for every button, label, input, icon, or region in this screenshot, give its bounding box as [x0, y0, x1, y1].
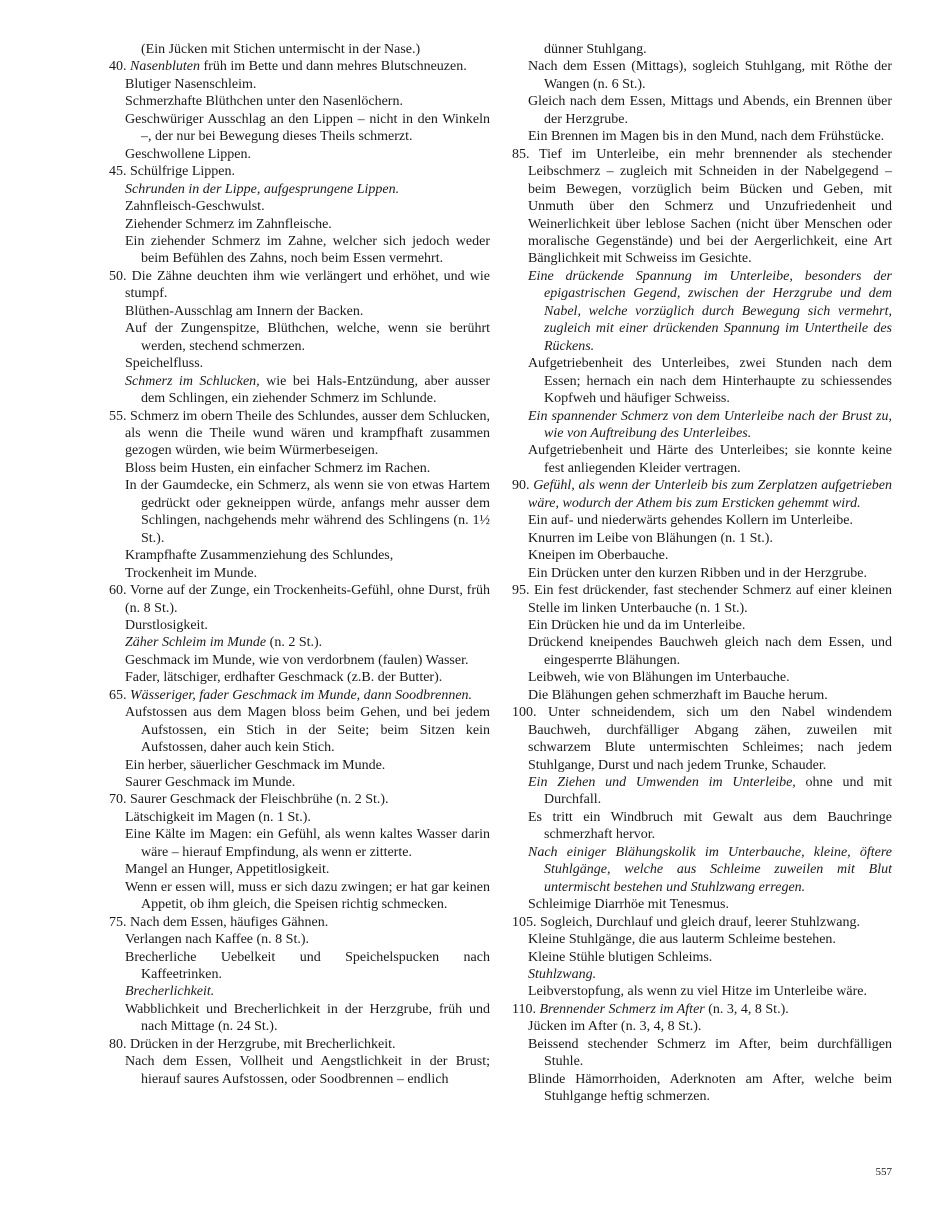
- symptom-entry: [512, 547, 892, 564]
- entry-number: 110.: [512, 1001, 536, 1017]
- entry-plain-text: Leibverstopfung, als wenn zu viel Hitze im Unterleibe wäre.: [528, 984, 867, 1000]
- symptom-entry: [109, 93, 490, 110]
- entry-plain-text: dünner Stuhlgang.: [544, 42, 647, 57]
- entry-plain-text: (n. 3, 4, 8 St.).: [704, 1001, 789, 1017]
- entry-plain-text: Verlangen nach Kaffee (n. 8 St.).: [125, 932, 310, 948]
- entry-text: [528, 58, 892, 93]
- entry-plain-text: Krampfhafte Zusammenziehung des Schlundes,: [125, 548, 394, 564]
- entry-plain-text: Schülfrige Lippen.: [130, 164, 235, 180]
- entry-plain-text: (Ein Jücken mit Stichen untermischt in der Nase.): [141, 42, 421, 57]
- symptom-entry: [512, 268, 892, 355]
- entry-text: [512, 146, 892, 268]
- entry-plain-text: Aufstossen aus dem Magen bloss beim Gehen, und bei jedem Aufstossen, ein Stich in der Seite; beim Sitzen kein Aufstossen, daher auch kein Stich.: [125, 705, 490, 756]
- entry-plain-text: Es tritt ein Windbruch mit Gewalt aus dem Bauchringe schmerzhaft hervor.: [528, 809, 892, 843]
- symptom-entry: [109, 652, 490, 669]
- entry-text: [528, 530, 892, 547]
- entry-number: 45.: [109, 164, 127, 180]
- entry-italic-text: Brennender Schmerz im After: [539, 1001, 705, 1017]
- entry-plain-text: Ein Drücken unter den kurzen Ribben und in der Herzgrube.: [528, 565, 867, 581]
- entry-plain-text: Drücken in der Herzgrube, mit Brecherlichkeit.: [130, 1036, 396, 1052]
- entry-italic-text: Nasenbluten: [130, 59, 200, 75]
- entry-plain-text: Blutiger Nasenschleim.: [125, 76, 257, 92]
- entry-text: [125, 547, 490, 564]
- symptom-entry: [512, 128, 892, 145]
- entry-text: [125, 879, 490, 914]
- entry-number: 85.: [512, 146, 530, 162]
- entry-text: [125, 373, 491, 408]
- entry-plain-text: Brecherliche Uebelkeit und Speichelspucken nach Kaffeetrinken.: [125, 949, 490, 983]
- entry-text: [528, 355, 892, 407]
- symptom-entry: [512, 983, 892, 1000]
- entry-number: 60.: [109, 583, 127, 599]
- entry-text: [125, 652, 490, 669]
- entry-plain-text: Ein auf- und niederwärts gehendes Kollern im Unterleibe.: [528, 513, 854, 529]
- entry-number: 80.: [109, 1036, 127, 1052]
- symptom-entry: [512, 931, 892, 948]
- entry-plain-text: Schmerzhafte Blüthchen unter den Nasenlöchern.: [125, 94, 403, 110]
- entry-text: [528, 268, 892, 355]
- entry-text: [512, 914, 892, 931]
- entry-text: [528, 1071, 892, 1106]
- entry-plain-text: Jücken im After (n. 3, 4, 8 St.).: [528, 1019, 702, 1035]
- entry-text: [125, 826, 490, 861]
- entry-text: [125, 861, 490, 878]
- entry-text: [528, 547, 892, 564]
- entry-text: [528, 512, 892, 529]
- symptom-entry: [109, 146, 490, 163]
- entry-plain-text: Beissend stechender Schmerz im After, beim durchfälligen Stuhle.: [528, 1036, 892, 1070]
- symptom-entry: [109, 373, 490, 408]
- entry-italic-text: Schmerz im Schlucken,: [125, 373, 260, 389]
- symptom-entry: [512, 1018, 892, 1035]
- entry-text: [141, 41, 490, 58]
- entry-text: [125, 216, 490, 233]
- entry-text: [528, 128, 892, 145]
- entry-plain-text: Mangel an Hunger, Appetitlosigkeit.: [125, 862, 330, 878]
- entry-text: [512, 1001, 892, 1018]
- entry-plain-text: Lätschigkeit im Magen (n. 1 St.).: [125, 809, 311, 825]
- entry-plain-text: Wabblichkeit und Brecherlichkeit in der Herzgrube, früh und nach Mittage (n. 24 St.).: [125, 1001, 490, 1035]
- numbered-entry: [109, 268, 490, 303]
- entry-plain-text: Ein ziehender Schmerz im Zahne, welcher sich jedoch weder beim Befühlen des Zahns, noch beim Essen vermehrt.: [125, 233, 490, 267]
- symptom-entry: [512, 669, 892, 686]
- entry-text: [125, 983, 490, 1000]
- symptom-entry: [512, 966, 892, 983]
- entry-plain-text: Bloss beim Husten, ein einfacher Schmerz im Rachen.: [125, 460, 431, 476]
- entry-text: [125, 949, 490, 984]
- entry-text: [109, 791, 490, 808]
- entry-text: [512, 477, 893, 512]
- entry-text: [528, 931, 892, 948]
- entry-text: [125, 146, 490, 163]
- symptom-entry: [512, 1036, 892, 1071]
- symptom-entry: [109, 931, 490, 948]
- entry-plain-text: Drückend kneipendes Bauchweh gleich nach dem Essen, und eingesperrte Blähungen.: [528, 635, 892, 668]
- symptom-entry: [512, 408, 892, 443]
- entry-plain-text: (n. 2 St.).: [266, 635, 323, 651]
- entry-plain-text: Schleimige Diarrhöe mit Tenesmus.: [528, 897, 729, 913]
- entry-number: 70.: [109, 792, 127, 808]
- entry-number: 55.: [109, 408, 127, 424]
- entry-text: [125, 198, 490, 215]
- entry-plain-text: Blüthen-Ausschlag am Innern der Backen.: [125, 303, 364, 319]
- symptom-entry: [109, 233, 490, 268]
- page-number: 557: [875, 1166, 892, 1178]
- entry-text: [125, 460, 490, 477]
- entry-plain-text: Vorne auf der Zunge, ein Trockenheits-Gefühl, ohne Durst, früh (n. 8 St.).: [125, 583, 491, 616]
- entry-text: [109, 687, 490, 704]
- entry-plain-text: Fader, lätschiger, erdhafter Geschmack (z.B. der Butter).: [125, 670, 443, 686]
- entry-number: 65.: [109, 687, 127, 703]
- entry-plain-text: Kleine Stühle blutigen Schleims.: [528, 949, 713, 965]
- entry-plain-text: Ziehender Schmerz im Zahnfleische.: [125, 216, 332, 232]
- symptom-entry: [109, 634, 490, 651]
- entry-number: 100.: [512, 705, 537, 721]
- entry-text: [544, 41, 892, 58]
- symptom-entry: [512, 565, 892, 582]
- entry-text: [125, 303, 490, 320]
- numbered-entry: [109, 163, 490, 180]
- entry-text: [528, 966, 892, 983]
- entry-number: 50.: [109, 268, 127, 284]
- entry-plain-text: Geschwüriger Ausschlag an den Lippen – nicht in den Winkeln –, der nur bei Bewegung dieses Theils schmerzt.: [125, 111, 490, 145]
- entry-text: [512, 704, 893, 774]
- entry-text: [109, 58, 490, 75]
- numbered-entry: [109, 914, 490, 931]
- entry-plain-text: Nach dem Essen (Mittags), sogleich Stuhlgang, mit Röthe der Wangen (n. 6 St.).: [528, 59, 892, 92]
- entry-plain-text: Saurer Geschmack der Fleischbrühe (n. 2 St.).: [130, 792, 389, 808]
- numbered-entry: [512, 477, 892, 512]
- entry-plain-text: Auf der Zungenspitze, Blüthchen, welche, wenn sie berührt werden, stechend schmerzen.: [125, 321, 490, 354]
- numbered-entry: [109, 582, 490, 617]
- entry-text: [125, 111, 490, 146]
- entry-text: [528, 565, 892, 582]
- entry-plain-text: Kneipen im Oberbauche.: [528, 548, 669, 564]
- left-column: [109, 41, 490, 1088]
- entry-plain-text: Ein herber, säuerlicher Geschmack im Munde.: [125, 757, 386, 773]
- symptom-entry: [109, 216, 490, 233]
- entry-text: [125, 355, 490, 372]
- symptom-entry: [109, 76, 490, 93]
- symptom-entry: [512, 512, 892, 529]
- entry-plain-text: Zahnfleisch-Geschwulst.: [125, 199, 265, 215]
- entry-plain-text: Nach dem Essen, Vollheit und Aengstlichkeit in der Brust; hierauf saures Aufstossen, oder Soodbrennen – endlich: [125, 1054, 490, 1087]
- entry-plain-text: Die Blähungen gehen schmerzhaft im Bauche herum.: [528, 687, 828, 703]
- entry-text: [528, 617, 892, 634]
- entry-text: [109, 163, 490, 180]
- symptom-entry: [109, 477, 490, 547]
- symptom-entry: [109, 983, 490, 1000]
- entry-text: [109, 914, 490, 931]
- entry-plain-text: Knurren im Leibe von Blähungen (n. 1 St.).: [528, 530, 773, 546]
- entry-plain-text: Wenn er essen will, muss er sich dazu zwingen; er hat gar keinen Appetit, ob ihm gleich, die Speisen richtig schmecken.: [125, 879, 490, 913]
- entry-italic-text: Ein Ziehen und Umwenden im Unterleibe,: [528, 775, 796, 791]
- entry-plain-text: ohne und mit Durchfall.: [544, 775, 892, 808]
- entry-text: [528, 93, 892, 128]
- entry-number: 75.: [109, 914, 127, 930]
- entry-plain-text: Ein fest drückender, fast stechender Schmerz auf einer kleinen Stelle im linken Unterbauche (n. 1 St.).: [528, 583, 893, 616]
- right-column: [512, 41, 892, 1106]
- entry-text: [528, 983, 892, 1000]
- entry-text: [125, 93, 490, 110]
- symptom-entry: [109, 460, 490, 477]
- entry-plain-text: Kleine Stuhlgänge, die aus lauterm Schleime bestehen.: [528, 932, 836, 948]
- entry-text: [125, 76, 490, 93]
- entry-italic-text: Brecherlichkeit.: [125, 984, 215, 1000]
- symptom-entry: [512, 442, 892, 477]
- symptom-entry: [109, 861, 490, 878]
- entry-plain-text: Gleich nach dem Essen, Mittags und Abends, ein Brennen über der Herzgrube.: [528, 94, 892, 127]
- entry-plain-text: Eine Kälte im Magen: ein Gefühl, als wenn kaltes Wasser darin wäre – hierauf Empfindung, als wenn er zitterte.: [125, 827, 490, 860]
- symptom-entry: [512, 809, 892, 844]
- numbered-entry: [109, 408, 490, 460]
- numbered-entry: [512, 582, 892, 617]
- entry-text: [125, 1001, 490, 1036]
- entry-text: [528, 896, 892, 913]
- entry-plain-text: Tief im Unterleibe, ein mehr brennender als stechender Leibschmerz – zugleich mit Schneiden in der Nabelgegend – beim Bewegen, vorzüglich beim Bücken und Geben, mit Unmuth über den Schmerz und Unzufriedenheit und Weinerlichkeit über leblose Sachen (nicht über Menschen oder moralische Gegenstände) und bei der Aergerlichkeit, eine Art Bänglichkeit mit Schweiss im Gesichte.: [528, 146, 892, 267]
- entry-italic-text: Nach einiger Blähungskolik im Unterbauche, kleine, öftere Stuhlgänge, welche aus Schleime zuweilen mit Blut untermischt bestehen und Stuhlzwang erregen.: [528, 844, 892, 895]
- symptom-entry: [512, 634, 892, 669]
- symptom-entry: [109, 355, 490, 372]
- numbered-entry: [512, 704, 892, 774]
- entry-text: [125, 774, 490, 791]
- entry-number: 105.: [512, 914, 537, 930]
- entry-text: [528, 949, 892, 966]
- numbered-entry: [109, 687, 490, 704]
- symptom-entry: [512, 58, 892, 93]
- symptom-entry: [109, 879, 490, 914]
- symptom-entry: [109, 1001, 490, 1036]
- entry-text: [125, 477, 490, 547]
- entry-italic-text: Stuhlzwang.: [528, 967, 597, 983]
- entry-text: [125, 669, 490, 686]
- entry-number: 90.: [512, 478, 530, 494]
- entry-italic-text: Ein spannender Schmerz von dem Unterleibe nach der Brust zu, wie von Auftreibung des Unterleibes.: [528, 408, 892, 441]
- entry-text: [528, 774, 892, 809]
- entry-number: 40.: [109, 59, 127, 75]
- symptom-entry: [109, 809, 490, 826]
- entry-plain-text: Geschwollene Lippen.: [125, 146, 251, 162]
- entry-text: [528, 669, 892, 686]
- numbered-entry: [512, 914, 892, 931]
- entry-plain-text: Leibweh, wie von Blähungen im Unterbauche.: [528, 670, 790, 686]
- entry-plain-text: Durstlosigkeit.: [125, 617, 208, 633]
- entry-text: [125, 704, 490, 756]
- entry-plain-text: früh im Bette und dann mehres Blutschneuzen.: [200, 59, 467, 75]
- numbered-entry: [512, 146, 892, 268]
- entry-italic-text: Schrunden in der Lippe, aufgesprungene Lippen.: [125, 181, 400, 197]
- symptom-entry: [109, 320, 490, 355]
- entry-text: [125, 233, 490, 268]
- entry-text: [125, 809, 490, 826]
- entry-text: [528, 844, 892, 896]
- symptom-entry: [109, 826, 490, 861]
- entry-plain-text: Blinde Hämorrhoiden, Aderknoten am After, welche beim Stuhlgange heftig schmerzen.: [528, 1071, 892, 1105]
- symptom-entry: [109, 547, 490, 564]
- entry-plain-text: Aufgetriebenheit und Härte des Unterleibes; sie konnte keine fest anliegenden Kleider vertragen.: [528, 443, 892, 476]
- symptom-entry: [512, 774, 892, 809]
- numbered-entry: [109, 791, 490, 808]
- entry-plain-text: In der Gaumdecke, ein Schmerz, als wenn sie von etwas Hartem gedrückt oder gekneippen würde, anfangs mehr ausser dem Schlingen, nachgehends mehr während des Schlingens (n. 1½ St.).: [125, 478, 490, 546]
- symptom-entry: [109, 704, 490, 756]
- symptom-entry: [109, 774, 490, 791]
- symptom-entry: [512, 41, 892, 58]
- symptom-entry: [512, 355, 892, 407]
- entry-plain-text: Ein Drücken hie und da im Unterleibe.: [528, 617, 746, 633]
- entry-plain-text: Die Zähne deuchten ihm wie verlängert und erhöhet, und wie stumpf.: [125, 268, 491, 302]
- symptom-entry: [109, 111, 490, 146]
- entry-plain-text: Schmerz im obern Theile des Schlundes, ausser dem Schlucken, als wenn die Theile wund wären und krampfhaft zusammen gezogen würden, wie beim Würmerbeseigen.: [125, 408, 491, 459]
- entry-plain-text: Ein Brennen im Magen bis in den Mund, nach dem Frühstücke.: [528, 129, 885, 145]
- symptom-entry: [109, 1053, 490, 1088]
- entry-italic-text: Zäher Schleim im Munde: [125, 635, 267, 651]
- entry-plain-text: Saurer Geschmack im Munde.: [125, 775, 296, 791]
- symptom-entry: [109, 198, 490, 215]
- entry-text: [125, 181, 490, 198]
- entry-text: [528, 1036, 892, 1071]
- entry-text: [109, 1036, 490, 1053]
- entry-text: [125, 617, 490, 634]
- entry-text: [109, 268, 491, 303]
- entry-text: [528, 442, 892, 477]
- numbered-entry: [109, 1036, 490, 1053]
- entry-plain-text: Aufgetriebenheit des Unterleibes, zwei Stunden nach dem Essen; hernach ein nach dem Hinterhaupte zu schiessendes Kopfweh und häufiger Schweiss.: [528, 356, 892, 407]
- numbered-entry: [109, 58, 490, 75]
- entry-plain-text: wie bei Hals-Entzündung, aber ausser dem Schlingen, ein ziehender Schmerz im Schlunde.: [141, 373, 491, 407]
- entry-plain-text: Geschmack im Munde, wie von verdorbnem (faulen) Wasser.: [125, 652, 469, 668]
- symptom-entry: [512, 896, 892, 913]
- entry-text: [528, 809, 892, 844]
- entry-text: [109, 582, 491, 617]
- entry-text: [125, 1053, 490, 1088]
- entry-italic-text: Gefühl, als wenn der Unterleib bis zum Zerplatzen aufgetrieben wäre, wodurch der Athem bis zum Ersticken gehemmt wird.: [528, 478, 893, 511]
- symptom-entry: [109, 41, 490, 58]
- symptom-entry: [109, 669, 490, 686]
- symptom-entry: [512, 93, 892, 128]
- entry-plain-text: Unter schneidendem, sich um den Nabel windendem Bauchweh, durchfälliger Abgang zähen, zuweilen mit schwarzem Blute untermischten Schleimes; nach jedem Stuhlgange, Durst und nach jedem Trunke, Schauder.: [528, 705, 893, 773]
- symptom-entry: [512, 687, 892, 704]
- symptom-entry: [512, 949, 892, 966]
- entry-text: [512, 582, 893, 617]
- entry-text: [125, 931, 490, 948]
- entry-text: [528, 634, 892, 669]
- symptom-entry: [109, 303, 490, 320]
- entry-plain-text: Speichelfluss.: [125, 356, 204, 372]
- symptom-entry: [512, 617, 892, 634]
- symptom-entry: [109, 949, 490, 984]
- entry-text: [125, 565, 490, 582]
- symptom-entry: [109, 757, 490, 774]
- symptom-entry: [109, 617, 490, 634]
- entry-number: 95.: [512, 583, 530, 599]
- entry-italic-text: Eine drückende Spannung im Unterleibe, besonders der epigastrischen Gegend, zwischen der Herzgrube und dem Nabel, welche vorzüglich durch Bewegung sich vermehrt, zugleich mit einer drückenden Spannung im Untertheile des Rückens.: [528, 268, 892, 354]
- entry-text: [125, 757, 490, 774]
- entry-text: [528, 1018, 892, 1035]
- numbered-entry: [512, 1001, 892, 1018]
- entry-text: [125, 634, 490, 651]
- entry-italic-text: Wässeriger, fader Geschmack im Munde, dann Soodbrennen.: [130, 687, 473, 703]
- entry-plain-text: Sogleich, Durchlauf und gleich drauf, leerer Stuhlzwang.: [540, 914, 860, 930]
- entry-plain-text: Nach dem Essen, häufiges Gähnen.: [130, 914, 329, 930]
- entry-plain-text: Trockenheit im Munde.: [125, 565, 258, 581]
- symptom-entry: [512, 844, 892, 896]
- entry-text: [528, 687, 892, 704]
- entry-text: [109, 408, 491, 460]
- entry-text: [528, 408, 892, 443]
- symptom-entry: [109, 181, 490, 198]
- symptom-entry: [512, 1071, 892, 1106]
- entry-text: [125, 320, 490, 355]
- symptom-entry: [512, 530, 892, 547]
- symptom-entry: [109, 565, 490, 582]
